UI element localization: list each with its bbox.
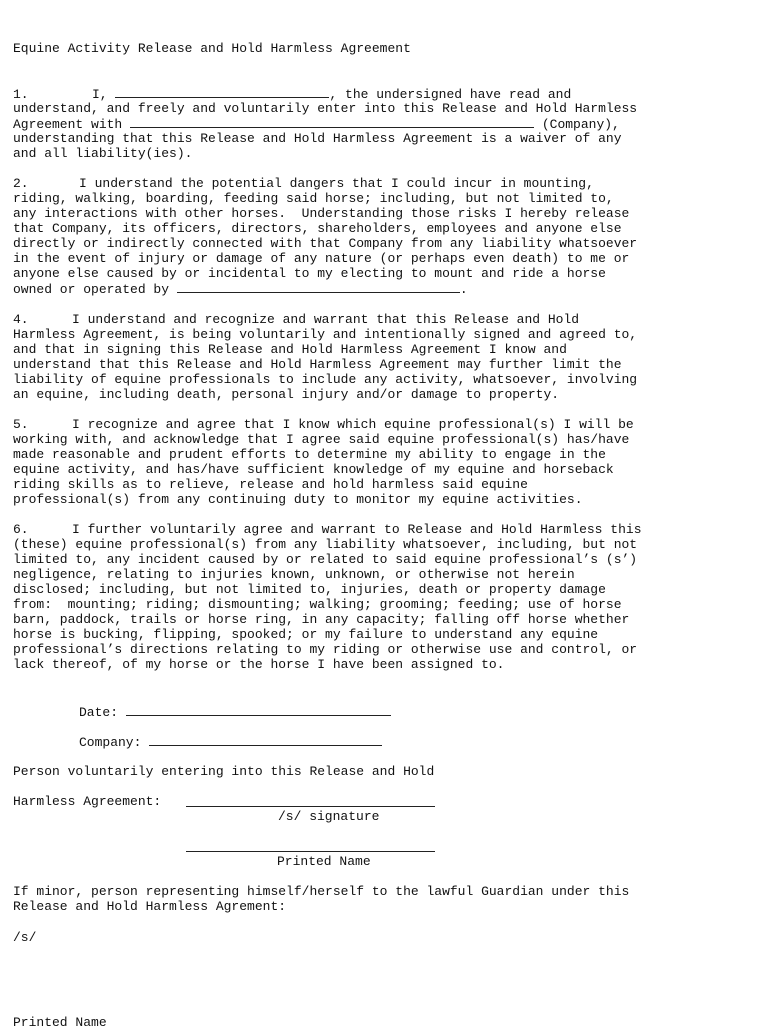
paragraph-1-text: , the undersigned have read and: [329, 87, 572, 102]
paragraph-2-line-7: anyone else caused by or incidental to my electing to mount and ride a horse: [13, 266, 606, 281]
paragraph-6-line-4: negligence, relating to injuries known, unknown, or otherwise not herein: [13, 567, 575, 582]
paragraph-6-line-5: disclosed; including, but not limited to, injuries, death or property damage: [13, 582, 606, 597]
company-blank[interactable]: [130, 116, 534, 128]
paragraph-6-line-2: (these) equine professional(s) from any liability whatsoever, including, but not: [13, 537, 638, 552]
name-blank[interactable]: [115, 86, 329, 98]
date-label: Date:: [79, 705, 119, 720]
paragraph-4-line-4: understand that this Release and Hold Harmless Agreement may further limit the: [13, 357, 622, 372]
paragraph-6-line-8: horse is bucking, flipping, spooked; or my failure to understand any equine: [13, 627, 599, 642]
paragraph-5-line-5: riding skills as to relieve, release and hold harmless said equine: [13, 477, 528, 492]
paragraph-4-line-1: 4. I understand and recognize and warrant that this Release and Hold: [13, 312, 580, 327]
minor-printed-name-caption: Printed Name: [13, 1015, 107, 1030]
paragraph-4-line-6: an equine, including death, personal injury and/or damage to property.: [13, 387, 560, 402]
paragraph-2-line-4: that Company, its officers, directors, shareholders, employees and anyone else: [13, 221, 622, 236]
signature-line[interactable]: [186, 806, 435, 807]
paragraph-6-line-9: professional’s directions relating to my riding or otherwise use and control, or: [13, 642, 638, 657]
paragraph-2-line-2: riding, walking, boarding, feeding said horse; including, but not limited to,: [13, 191, 614, 206]
harmless-agreement-label: Harmless Agreement:: [13, 794, 162, 809]
paragraph-1-line-2: understand, and freely and voluntarily enter into this Release and Hold Harmless: [13, 101, 638, 116]
paragraph-number: 1.: [13, 87, 29, 102]
paragraph-6-line-7: barn, paddock, trails or horse ring, in any capacity; falling off horse whether: [13, 612, 630, 627]
paragraph-5-line-6: professional(s) from any continuing duty to monitor my equine activities.: [13, 492, 583, 507]
paragraph-6-line-6: from: mounting; riding; dismounting; walking; grooming; feeding; use of horse: [13, 597, 622, 612]
paragraph-5-line-2: working with, and acknowledge that I agree said equine professional(s) has/have: [13, 432, 630, 447]
paragraph-2-line-1: 2. I understand the potential dangers that I could incur in mounting,: [13, 176, 594, 191]
paragraph-4-line-2: Harmless Agreement, is being voluntarily and intentionally signed and agreed to,: [13, 327, 638, 342]
printed-name-line[interactable]: [186, 851, 435, 852]
date-field-row: [79, 704, 391, 720]
paragraph-4-line-3: and that in signing this Release and Hold Harmless Agreement I know and: [13, 342, 567, 357]
minor-statement-line-2: Release and Hold Harmless Agrement:: [13, 899, 287, 914]
company-label: Company:: [79, 735, 142, 750]
i-word: I,: [92, 87, 108, 102]
paragraph-4-line-5: liability of equine professionals to include any activity, whatsoever, involving: [13, 372, 638, 387]
paragraph-6-line-3: limited to, any incident caused by or related to said equine professional’s (s’): [13, 552, 638, 567]
paragraph-number: 6.: [13, 522, 29, 537]
paragraph-5-line-4: equine activity, and has/have sufficient knowledge of my equine and horseback: [13, 462, 614, 477]
paragraph-2-line-3: any interactions with other horses. Understanding those risks I hereby release: [13, 206, 630, 221]
signature-caption: /s/ signature: [278, 809, 380, 824]
paragraph-2-line-6: in the event of injury or damage of any nature (or perhaps even death) to me or: [13, 251, 630, 266]
paragraph-6-line-1: 6. I further voluntarily agree and warrant to Release and Hold Harmless this: [13, 522, 642, 537]
person-statement: Person voluntarily entering into this Release and Hold: [13, 764, 435, 779]
paragraph-number: 5.: [13, 417, 29, 432]
paragraph-2-line-5: directly or indirectly connected with that Company from any liability whatsoever: [13, 236, 638, 251]
company-signature-blank[interactable]: [149, 734, 382, 746]
minor-statement-line-1: If minor, person representing himself/herself to the lawful Guardian under this: [13, 884, 630, 899]
paragraph-6-line-10: lack thereof, of my horse or the horse I have been assigned to.: [13, 657, 505, 672]
paragraph-number: 4.: [13, 312, 29, 327]
printed-name-caption: Printed Name: [277, 854, 371, 869]
paragraph-1-line-1: [13, 86, 571, 102]
paragraph-5-line-1: 5. I recognize and agree that I know which equine professional(s) I will be: [13, 417, 634, 432]
company-field-row: [79, 734, 382, 750]
owner-blank[interactable]: [177, 281, 460, 293]
date-blank[interactable]: [126, 704, 391, 716]
paragraph-1-line-3: Agreement with (Company),: [13, 117, 620, 132]
paragraph-1-line-5: and all liability(ies).: [13, 146, 193, 161]
paragraph-number: 2.: [13, 176, 29, 191]
paragraph-1-line-4: understanding that this Release and Hold Harmless Agreement is a waiver of any: [13, 131, 622, 146]
document-title: Equine Activity Release and Hold Harmless Agreement: [13, 41, 411, 56]
minor-signature-mark: /s/: [13, 930, 37, 945]
paragraph-5-line-3: made reasonable and prudent efforts to determine my ability to engage in the: [13, 447, 606, 462]
paragraph-2-line-8: owned or operated by .: [13, 282, 468, 297]
